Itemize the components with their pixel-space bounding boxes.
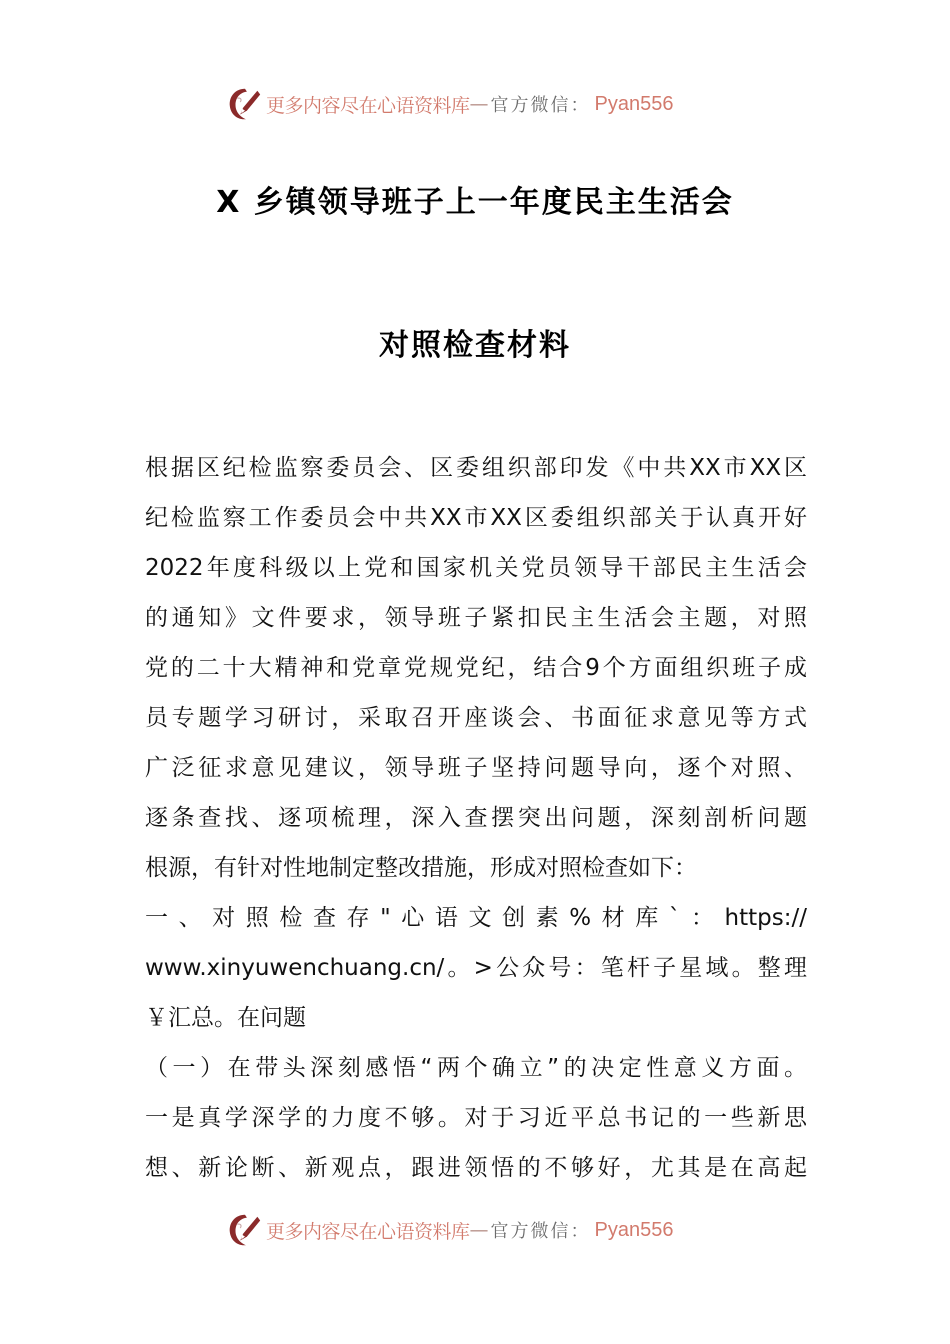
watermark-text: 更多内容尽在心语资料库 <box>266 1220 470 1243</box>
wechat-id: Pyan556 <box>594 1218 674 1241</box>
body-line: 纪检监察工作委员会中共XX市XX区委组织部关于认真开好 <box>145 505 807 531</box>
watermark-banner-top <box>226 84 726 124</box>
body-line: 的通知》文件要求，领导班子紧扣民主生活会主题，对照 <box>145 605 807 631</box>
watermark-text: 更多内容尽在心语资料库 <box>266 94 470 117</box>
section-heading-line: 一、对照检查存"心语文创素%材库`：https:// <box>145 905 807 931</box>
document-body <box>145 448 807 1198</box>
body-line: 员专题学习研讨，采取召开座谈会、书面征求意见等方式 <box>145 705 807 731</box>
body-line: 广泛征求意见建议，领导班子坚持问题导向，逐个对照、 <box>145 755 807 781</box>
wechat-label: 官方微信： <box>490 95 591 116</box>
document-title-line2: 对照检查材料 <box>379 328 571 363</box>
quill-pen-logo-icon <box>226 1211 264 1249</box>
watermark-dash: — <box>469 93 489 115</box>
body-line: 根源，有针对性地制定整改措施，形成对照检查如下： <box>145 855 697 881</box>
body-line: 根据区纪检监察委员会、区委组织部印发《中共XX市XX区 <box>145 455 807 481</box>
body-line: 一是真学深学的力度不够。对于习近平总书记的一些新思 <box>145 1105 807 1131</box>
document-title-line1: X 乡镇领导班子上一年度民主生活会 <box>216 185 734 220</box>
watermark-banner-bottom <box>226 1210 726 1250</box>
wechat-label: 官方微信： <box>490 1221 591 1242</box>
section-heading-line: ￥汇总。在问题 <box>145 1005 306 1031</box>
subsection-heading: （一）在带头深刻感悟“两个确立”的决定性意义方面。 <box>145 1055 807 1081</box>
body-line: 党的二十大精神和党章党规党纪，结合9个方面组织班子成 <box>145 655 807 681</box>
body-line: 想、新论断、新观点，跟进领悟的不够好，尤其是在高起 <box>145 1155 807 1181</box>
wechat-id: Pyan556 <box>594 92 674 115</box>
body-line: 2022年度科级以上党和国家机关党员领导干部民主生活会 <box>145 555 807 581</box>
section-heading-line: www.xinyuwenchuang.cn/。>公众号：笔杆子星域。整理 <box>145 955 807 981</box>
body-line: 逐条查找、逐项梳理，深入查摆突出问题，深刻剖析问题 <box>145 805 807 831</box>
quill-pen-logo-icon <box>226 85 264 123</box>
watermark-dash: — <box>469 1219 489 1241</box>
